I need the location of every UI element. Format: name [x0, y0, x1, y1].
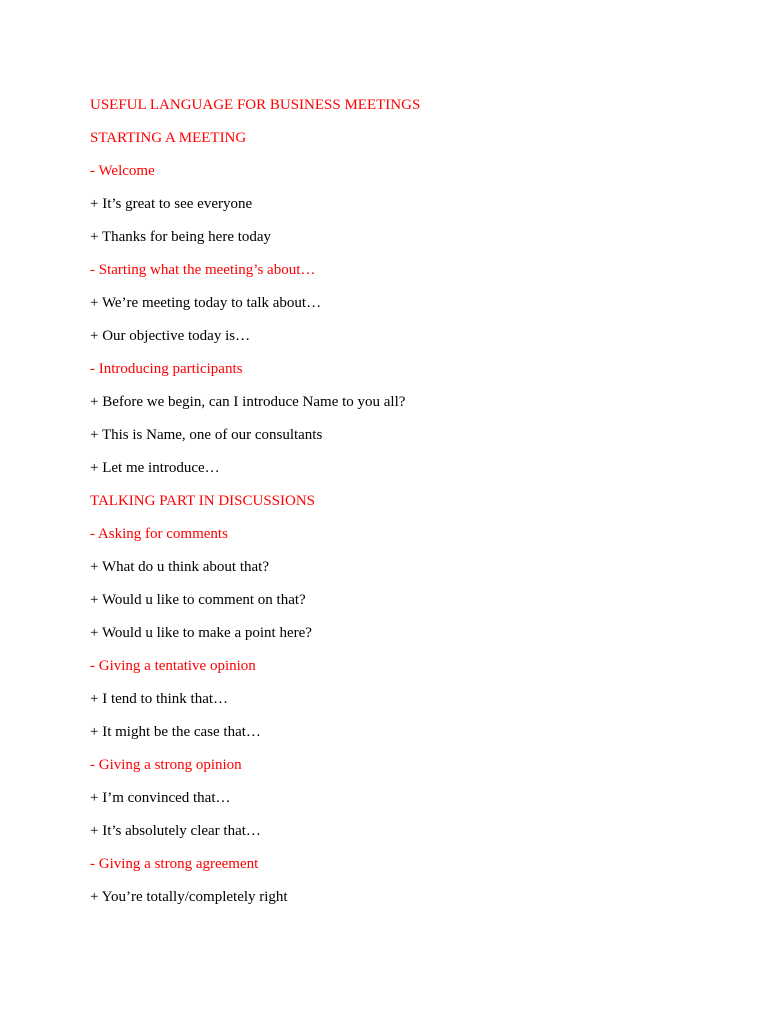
subheading: - Asking for comments — [90, 526, 228, 542]
phrase-item: + I’m convinced that… — [90, 790, 231, 806]
subheading: - Giving a strong opinion — [90, 757, 242, 773]
phrase-item: + What do u think about that? — [90, 559, 269, 575]
phrase-item: + It’s absolutely clear that… — [90, 823, 261, 839]
phrase-item: + You’re totally/completely right — [90, 889, 288, 905]
subheading: - Welcome — [90, 163, 155, 179]
subheading: - Introducing participants — [90, 361, 243, 377]
phrase-item: + I tend to think that… — [90, 691, 229, 707]
phrase-item: + It’s great to see everyone — [90, 196, 253, 212]
document-title: USEFUL LANGUAGE FOR BUSINESS MEETINGS — [90, 97, 421, 113]
subheading: - Giving a strong agreement — [90, 856, 259, 872]
phrase-item: + Thanks for being here today — [90, 229, 272, 245]
subheading: - Giving a tentative opinion — [90, 658, 256, 674]
section-heading: STARTING A MEETING — [90, 130, 247, 146]
document-body — [90, 96, 730, 921]
phrase-item: + This is Name, one of our consultants — [90, 427, 323, 443]
phrase-item: + Would u like to comment on that? — [90, 592, 306, 608]
phrase-item: + Would u like to make a point here? — [90, 625, 312, 641]
subheading: - Starting what the meeting’s about… — [90, 262, 316, 278]
phrase-item: + Our objective today is… — [90, 328, 251, 344]
phrase-item: + It might be the case that… — [90, 724, 261, 740]
phrase-item: + Let me introduce… — [90, 460, 220, 476]
phrase-item: + We’re meeting today to talk about… — [90, 295, 322, 311]
section-heading: TALKING PART IN DISCUSSIONS — [90, 493, 316, 509]
phrase-item: + Before we begin, can I introduce Name to you all? — [90, 394, 406, 410]
